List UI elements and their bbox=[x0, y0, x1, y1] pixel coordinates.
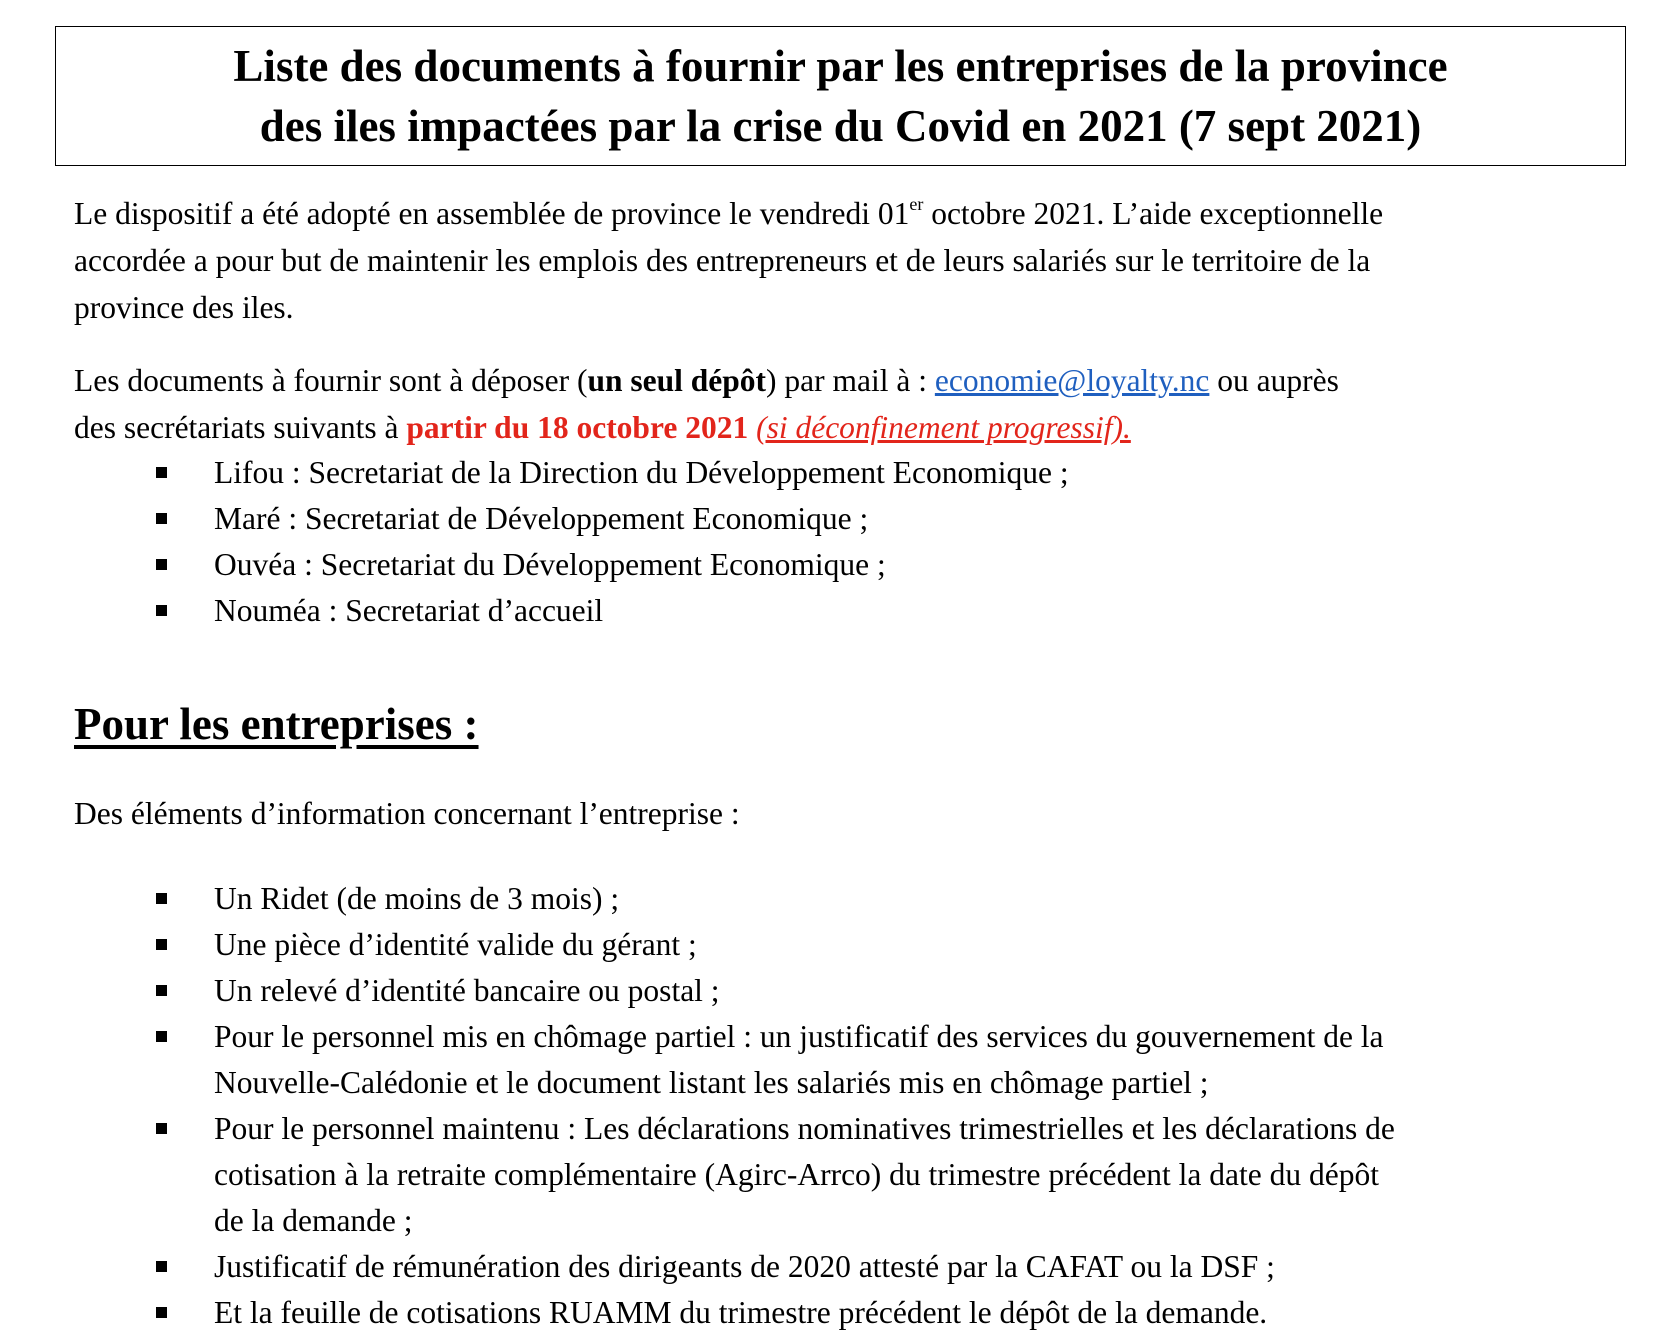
document-item-text: Pour le personnel maintenu : Les déclarations nominatives trimestrielles et les déclarations de bbox=[214, 1111, 1395, 1146]
deposit-text-d: des secrétariats suivants à bbox=[74, 410, 407, 445]
info-intro-text: Des éléments d’information concernant l’entreprise : bbox=[74, 796, 740, 831]
documents-list bbox=[150, 876, 1610, 1336]
email-link[interactable]: economie@loyalty.nc bbox=[934, 363, 1210, 398]
square-bullet-icon bbox=[156, 467, 167, 478]
intro-superscript: er bbox=[909, 194, 924, 214]
square-bullet-icon bbox=[156, 513, 167, 524]
secretariat-list bbox=[150, 450, 1610, 634]
document-item-text: Un Ridet (de moins de 3 mois) ; bbox=[214, 881, 620, 916]
secretariat-text: Maré : Secretariat de Développement Economique ; bbox=[214, 501, 869, 536]
title-box bbox=[55, 26, 1626, 166]
document-item-line bbox=[214, 922, 1610, 968]
square-bullet-icon bbox=[156, 939, 167, 950]
document-item-text: cotisation à la retraite complémentaire (Agirc-Arrco) du trimestre précédent la date du dépôt bbox=[214, 1157, 1379, 1192]
intro-line-1-start bbox=[74, 190, 1383, 237]
document-item-line bbox=[214, 1152, 1610, 1198]
document-item-text: Pour le personnel mis en chômage partiel : un justificatif des services du gouvernement de la bbox=[214, 1019, 1384, 1054]
title-line-1: Liste des documents à fournir par les entreprises de la province bbox=[233, 41, 1448, 91]
section-heading: Pour les entreprises : bbox=[74, 699, 479, 749]
document-item-text: Une pièce d’identité valide du gérant ; bbox=[214, 927, 697, 962]
document-item-line bbox=[214, 1244, 1610, 1290]
secretariat-text: Lifou : Secretariat de la Direction du Développement Economique ; bbox=[214, 455, 1069, 490]
document-item bbox=[150, 1106, 1610, 1244]
square-bullet-icon bbox=[156, 893, 167, 904]
deposit-line-1-text bbox=[74, 357, 1339, 404]
secretariat-text: Ouvéa : Secretariat du Développement Economique ; bbox=[214, 547, 886, 582]
document-item bbox=[150, 1244, 1610, 1290]
intro-line-2-text: accordée a pour but de maintenir les emplois des entrepreneurs et de leurs salariés sur le territoire de la bbox=[74, 243, 1371, 278]
document-item-text: Nouvelle-Calédonie et le document listant les salariés mis en chômage partiel ; bbox=[214, 1065, 1209, 1100]
single-deposit-emphasis: un seul dépôt bbox=[587, 363, 767, 398]
document-item-line bbox=[214, 1060, 1610, 1106]
document-item-line bbox=[214, 1106, 1610, 1152]
document-item-text: Un relevé d’identité bancaire ou postal ; bbox=[214, 973, 720, 1008]
deposit-text-a: Les documents à fournir sont à déposer ( bbox=[74, 363, 588, 398]
intro-text-a: Le dispositif a été adopté en assemblée de province le vendredi 01 bbox=[74, 196, 910, 231]
document-item-text: Et la feuille de cotisations RUAMM du trimestre précédent le dépôt de la demande. bbox=[214, 1295, 1268, 1330]
info-intro bbox=[74, 790, 1609, 837]
square-bullet-icon bbox=[156, 1307, 167, 1318]
intro-line-3: province des iles. bbox=[74, 290, 294, 325]
secretariat-item bbox=[150, 450, 1610, 496]
document-item-line bbox=[214, 1290, 1610, 1336]
square-bullet-icon bbox=[156, 985, 167, 996]
intro-line-2 bbox=[74, 237, 1609, 284]
document-item-line bbox=[214, 968, 1610, 1014]
title-line-2: des iles impactées par la crise du Covid en 2021 (7 sept 2021) bbox=[259, 101, 1422, 151]
square-bullet-icon bbox=[156, 559, 167, 570]
deposit-paragraph bbox=[74, 357, 1609, 451]
document-item-line bbox=[214, 876, 1610, 922]
document-item bbox=[150, 876, 1610, 922]
document-item bbox=[150, 1290, 1610, 1336]
document-item bbox=[150, 922, 1610, 968]
square-bullet-icon bbox=[156, 1261, 167, 1272]
intro-line-1 bbox=[74, 190, 1609, 237]
document-item-line bbox=[214, 1198, 1610, 1244]
document-item bbox=[150, 1014, 1610, 1106]
deposit-date: partir du 18 octobre 2021 bbox=[406, 410, 749, 445]
deposit-line-1 bbox=[74, 357, 1609, 404]
document-item bbox=[150, 968, 1610, 1014]
square-bullet-icon bbox=[156, 1031, 167, 1042]
intro-paragraph bbox=[74, 190, 1609, 331]
document-item-text: Justificatif de rémunération des dirigeants de 2020 attesté par la CAFAT ou la DSF ; bbox=[214, 1249, 1275, 1284]
document-item-text: de la demande ; bbox=[214, 1203, 413, 1238]
deposit-text-b: ) par mail à : bbox=[766, 363, 935, 398]
secretariat-item bbox=[150, 542, 1610, 588]
document-item-line bbox=[214, 1014, 1610, 1060]
intro-text-b: octobre 2021. L’aide exceptionnelle bbox=[923, 196, 1384, 231]
deposit-text-c: ou auprès bbox=[1209, 363, 1339, 398]
deposit-line-2 bbox=[74, 404, 1609, 451]
secretariat-item bbox=[150, 588, 1610, 634]
secretariat-item bbox=[150, 496, 1610, 542]
secretariat-text: Nouméa : Secretariat d’accueil bbox=[214, 593, 604, 628]
square-bullet-icon bbox=[156, 605, 167, 616]
deposit-note: (si déconfinement progressif). bbox=[756, 410, 1131, 445]
square-bullet-icon bbox=[156, 1123, 167, 1134]
